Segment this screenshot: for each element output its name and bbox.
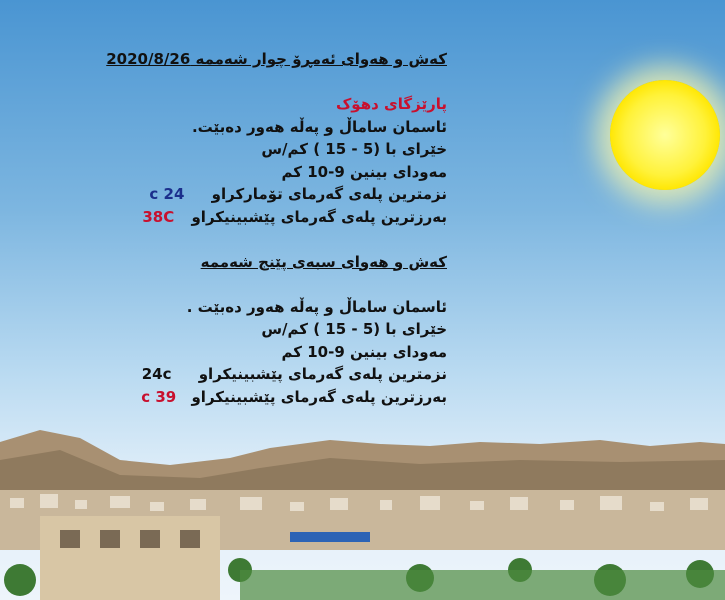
today-min-temp-value: 24 c: [149, 185, 185, 203]
tomorrow-min-temp-label: نزمترین پلەی گەرمای پێشبینیکراو: [198, 365, 447, 383]
sun-icon: [610, 80, 720, 190]
today-max-temp-label: بەرزترین پلەی گەرمای پێشبینیکراو: [191, 207, 447, 226]
tomorrow-min-temp-row: [117, 363, 447, 386]
today-visibility: مەودای بینین 9-10 کم: [281, 162, 447, 181]
today-min-temp-label: نزمترین پلەی گەرمای تۆمارکراو: [211, 185, 447, 203]
tomorrow-heading: کەش و هەوای سبەی پێنج شەممە: [200, 252, 447, 271]
foreground-building: [40, 516, 220, 600]
tomorrow-wind: خێرای با (5 - 15 ) کم/س: [261, 320, 447, 338]
today-max-temp-value: 38C: [142, 207, 175, 226]
today-min-temp-row: [117, 183, 447, 206]
weather-forecast-text: [106, 48, 447, 408]
today-wind: خێرای با (5 - 15 ) کم/س: [261, 140, 447, 158]
tomorrow-max-temp-row: [117, 386, 447, 409]
tomorrow-max-temp-value: 39 c: [141, 387, 177, 406]
spacer: [117, 228, 447, 251]
green-area: [240, 570, 725, 600]
spacer: [117, 273, 447, 296]
city-landscape: [0, 420, 725, 600]
today-sky: ئاسمان ساماڵ و پەڵە هەور دەبێت.: [191, 117, 447, 136]
today-max-temp-row: [117, 206, 447, 229]
region-name: پارێزگای دهۆک: [335, 95, 447, 113]
today-heading: کەش و هەوای ئەمڕۆ چوار شەممە 2020/8/26: [106, 50, 447, 68]
tomorrow-min-temp-value: 24c: [141, 365, 172, 383]
stadium-roof: [290, 532, 370, 542]
tomorrow-max-temp-label: بەرزترین پلەی گەرمای پێشبینیکراو: [191, 387, 447, 406]
tomorrow-visibility: مەودای بینین 9-10 کم: [281, 342, 447, 361]
tomorrow-sky: ئاسمان ساماڵ و پەڵە هەور دەبێت .: [186, 297, 447, 316]
spacer: [117, 71, 447, 94]
